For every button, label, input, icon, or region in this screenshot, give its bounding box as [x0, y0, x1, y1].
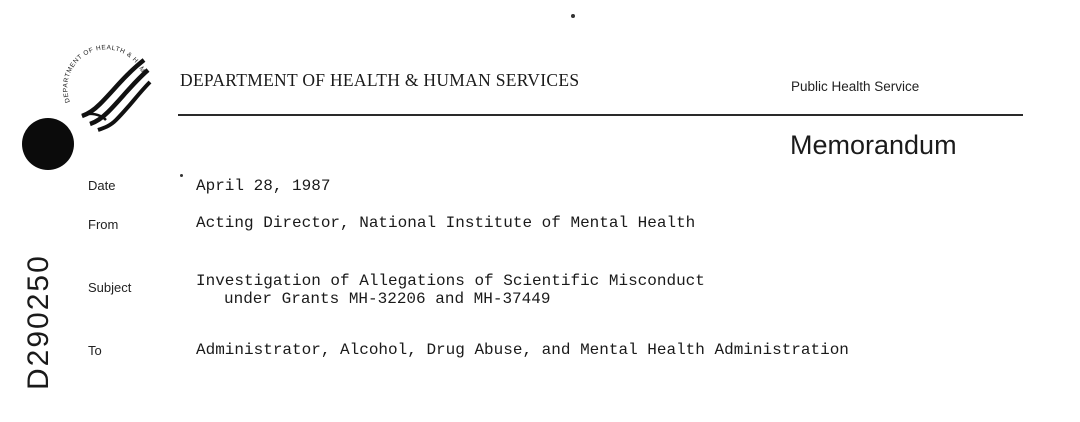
- subject-label: Subject: [88, 280, 132, 295]
- from-label: From: [88, 217, 119, 232]
- date-label: Date: [88, 178, 116, 193]
- to-value: Administrator, Alcohol, Drug Abuse, and Mental Health Administration: [196, 341, 849, 359]
- subject-line-1: Investigation of Allegations of Scientific Misconduct: [196, 272, 705, 290]
- date-value: April 28, 1987: [196, 177, 331, 195]
- from-value: Acting Director, National Institute of Mental Health: [196, 214, 696, 232]
- document-type-title: Memorandum: [790, 130, 957, 160]
- scan-speck: [571, 14, 575, 18]
- agency-name: Public Health Service: [791, 79, 920, 94]
- header-divider: [178, 114, 1023, 116]
- hhs-seal-icon: [56, 40, 156, 140]
- punch-hole: [22, 118, 74, 170]
- document-id: D290250: [22, 254, 55, 390]
- seal-text: DEPARTMENT OF HEALTH & HUM: [62, 44, 147, 104]
- to-label: To: [88, 343, 102, 358]
- scan-speck: [180, 174, 183, 177]
- department-name: DEPARTMENT OF HEALTH & HUMAN SERVICES: [180, 70, 580, 90]
- subject-line-2: under Grants MH-32206 and MH-37449: [224, 290, 551, 308]
